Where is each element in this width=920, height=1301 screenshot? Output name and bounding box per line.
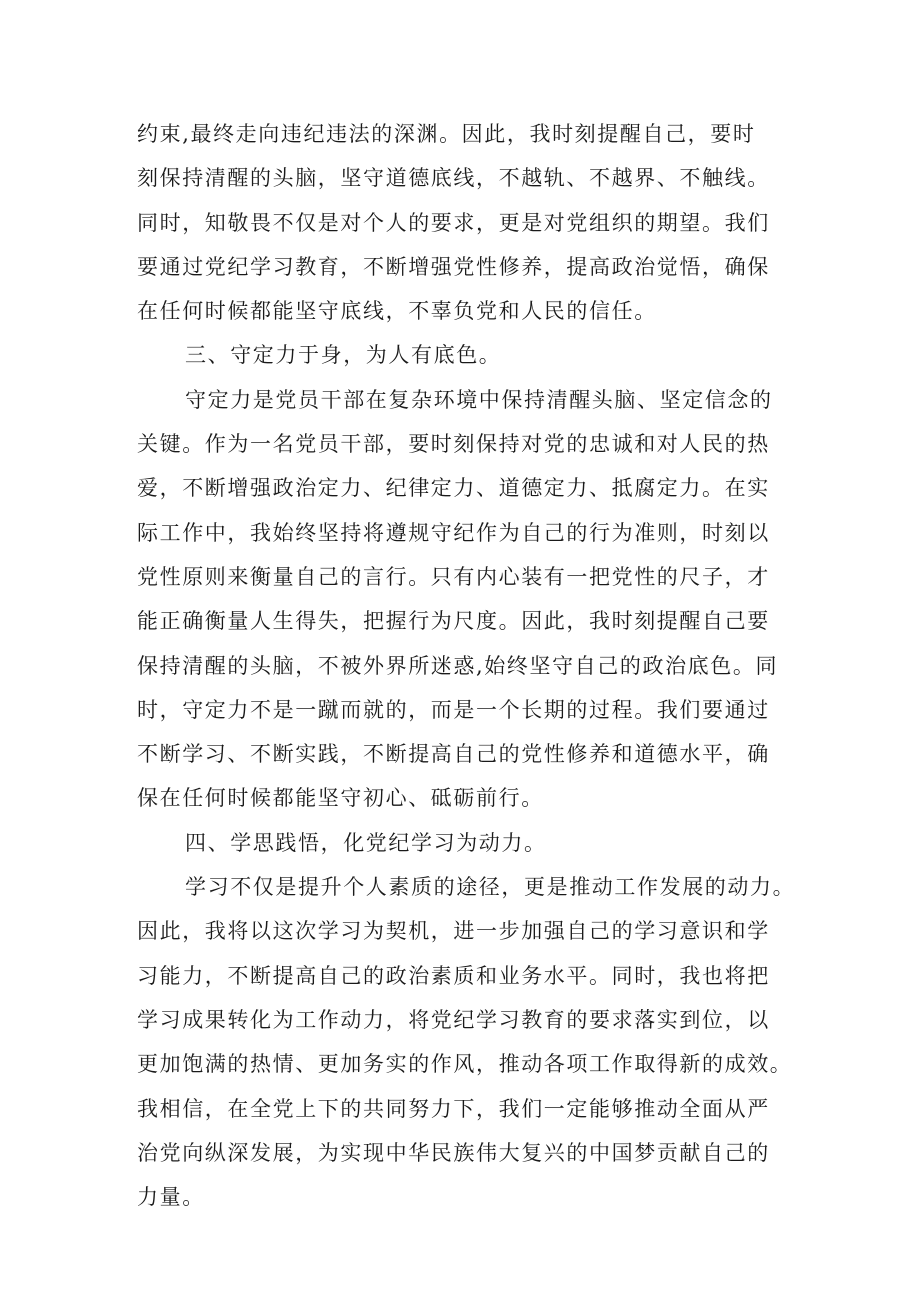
text-line: 更加饱满的热情、更加务实的作风，推动各项工作取得新的成效。 [137, 1052, 793, 1077]
text-line: 约束,最终走向违纪违法的深渊。因此，我时刻提醒自己，要时 [137, 122, 756, 146]
section-heading-4: 四、学思践悟，化党纪学习为动力。 [185, 830, 547, 855]
document-body [137, 112, 797, 1219]
text-line: 刻保持清醒的头脑，坚守道德底线，不越轨、不越界、不触线。 [137, 166, 770, 191]
text-line: 能正确衡量人生得失，把握行为尺度。因此，我时刻提醒自己要 [137, 609, 770, 634]
text-line: 学习不仅是提升个人素质的途径，更是推动工作发展的动力。 [185, 875, 796, 900]
text-line: 爱，不断增强政治定力、纪律定力、道德定力、抵腐定力。在实 [137, 476, 770, 501]
text-line: 守定力是党员干部在复杂环境中保持清醒头脑、坚定信念的 [185, 387, 773, 412]
text-line: 习能力，不断提高自己的政治素质和业务水平。同时，我也将把 [137, 963, 770, 988]
section-heading-3: 三、守定力于身，为人有底色。 [185, 343, 502, 368]
text-line: 党性原则来衡量自己的言行。只有内心装有一把党性的尺子，才 [137, 564, 770, 589]
text-line: 保持清醒的头脑，不被外界所迷惑,始终坚守自己的政治底色。同 [137, 653, 779, 678]
text-line: 因此，我将以这次学习为契机，进一步加强自己的学习意识和学 [137, 919, 770, 944]
text-line: 力量。 [137, 1185, 205, 1210]
text-line: 我相信，在全党上下的共同努力下，我们一定能够推动全面从严 [137, 1096, 770, 1121]
text-line: 时，守定力不是一蹴而就的，而是一个长期的过程。我们要通过 [137, 697, 770, 722]
text-line: 学习成果转化为工作动力，将党纪学习教育的要求落实到位，以 [137, 1007, 770, 1032]
text-line: 关键。作为一名党员干部，要时刻保持对党的忠诚和对人民的热 [137, 432, 770, 457]
text-line: 不断学习、不断实践，不断提高自己的党性修养和道德水平，确 [137, 742, 770, 767]
text-line: 治党向纵深发展，为实现中华民族伟大复兴的中国梦贡献自己的 [137, 1140, 770, 1165]
text-line: 同时，知敬畏不仅是对个人的要求，更是对党组织的期望。我们 [137, 210, 770, 235]
text-line: 在任何时候都能坚守底线，不辜负党和人民的信任。 [137, 299, 657, 324]
text-line: 际工作中，我始终坚持将遵规守纪作为自己的行为准则，时刻以 [137, 520, 770, 545]
text-line: 要通过党纪学习教育，不断增强党性修养，提高政治觉悟，确保 [137, 254, 770, 279]
text-line: 保在任何时候都能坚守初心、砥砺前行。 [137, 786, 544, 811]
